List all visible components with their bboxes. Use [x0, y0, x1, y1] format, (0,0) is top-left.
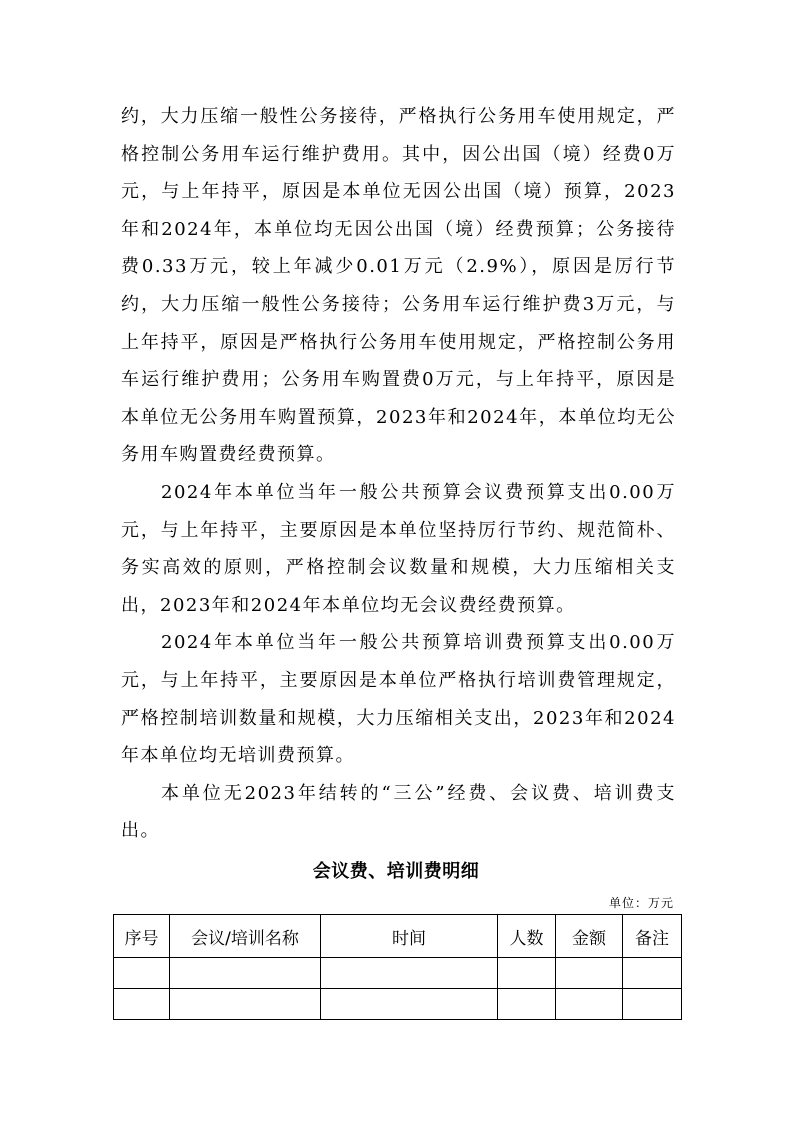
- table-cell: [114, 958, 170, 989]
- table-header-row: [114, 915, 682, 958]
- unit-label: 单位：万元: [608, 896, 674, 910]
- paragraph-three-public-expenses: 约，大力压缩一般性公务接待，严格执行公务用车使用规定，严格控制公务用车运行维护费用。其中，因公出国（境）经费0万元，与上年持平，原因是本单位无因公出国（境）预算，2023年和2024年，本单位均无因公出国（境）经费预算；公务接待费0.33万元，较上年减少0.01万元（2.9%），原因是厉行节约，大力压缩一般性公务接待；公务用车运行维护费3万元，与上年持平，原因是严格执行公务用车使用规定，严格控制公务用车运行维护费用；公务用车购置费0万元，与上年持平，原因是本单位无公务用车购置预算，2023年和2024年，本单位均无公务用车购置费经费预算。: [121, 106, 676, 466]
- header-people-count: 人数: [498, 915, 556, 958]
- meeting-training-table: [113, 914, 682, 1020]
- table-cell: [623, 989, 682, 1020]
- paragraph-training-expenses: 2024年本单位当年一般公共预算培训费预算支出0.00万元，与上年持平，主要原因是本单位严格执行培训费管理规定，严格控制培训数量和规模，大力压缩相关支出，2023年和2024年本单位均无培训费预算。: [121, 632, 676, 767]
- table-cell: [498, 958, 556, 989]
- header-amount: 金额: [556, 915, 623, 958]
- table-cell: [170, 989, 321, 1020]
- header-serial-number: 序号: [114, 915, 170, 958]
- header-remarks: 备注: [623, 915, 682, 958]
- paragraph-carryover-note: 本单位无2023年结转的“三公”经费、会议费、培训费支出。: [121, 782, 676, 842]
- table-row: [114, 989, 682, 1020]
- table-cell: [556, 989, 623, 1020]
- table-cell: [321, 958, 498, 989]
- header-meeting-training-name: 会议/培训名称: [170, 915, 321, 958]
- body-text: [121, 98, 676, 850]
- table-cell: [114, 989, 170, 1020]
- table-cell: [321, 989, 498, 1020]
- header-time: 时间: [321, 915, 498, 958]
- table-cell: [498, 989, 556, 1020]
- table-cell: [623, 958, 682, 989]
- table-cell: [170, 958, 321, 989]
- table-title: 会议费、培训费明细: [312, 861, 480, 882]
- table-row: [114, 958, 682, 989]
- table-cell: [556, 958, 623, 989]
- paragraph-meeting-expenses: 2024年本单位当年一般公共预算会议费预算支出0.00万元，与上年持平，主要原因是本单位坚持厉行节约、规范简朴、务实高效的原则，严格控制会议数量和规模，大力压缩相关支出，2023年和2024年本单位均无会议费经费预算。: [121, 481, 676, 616]
